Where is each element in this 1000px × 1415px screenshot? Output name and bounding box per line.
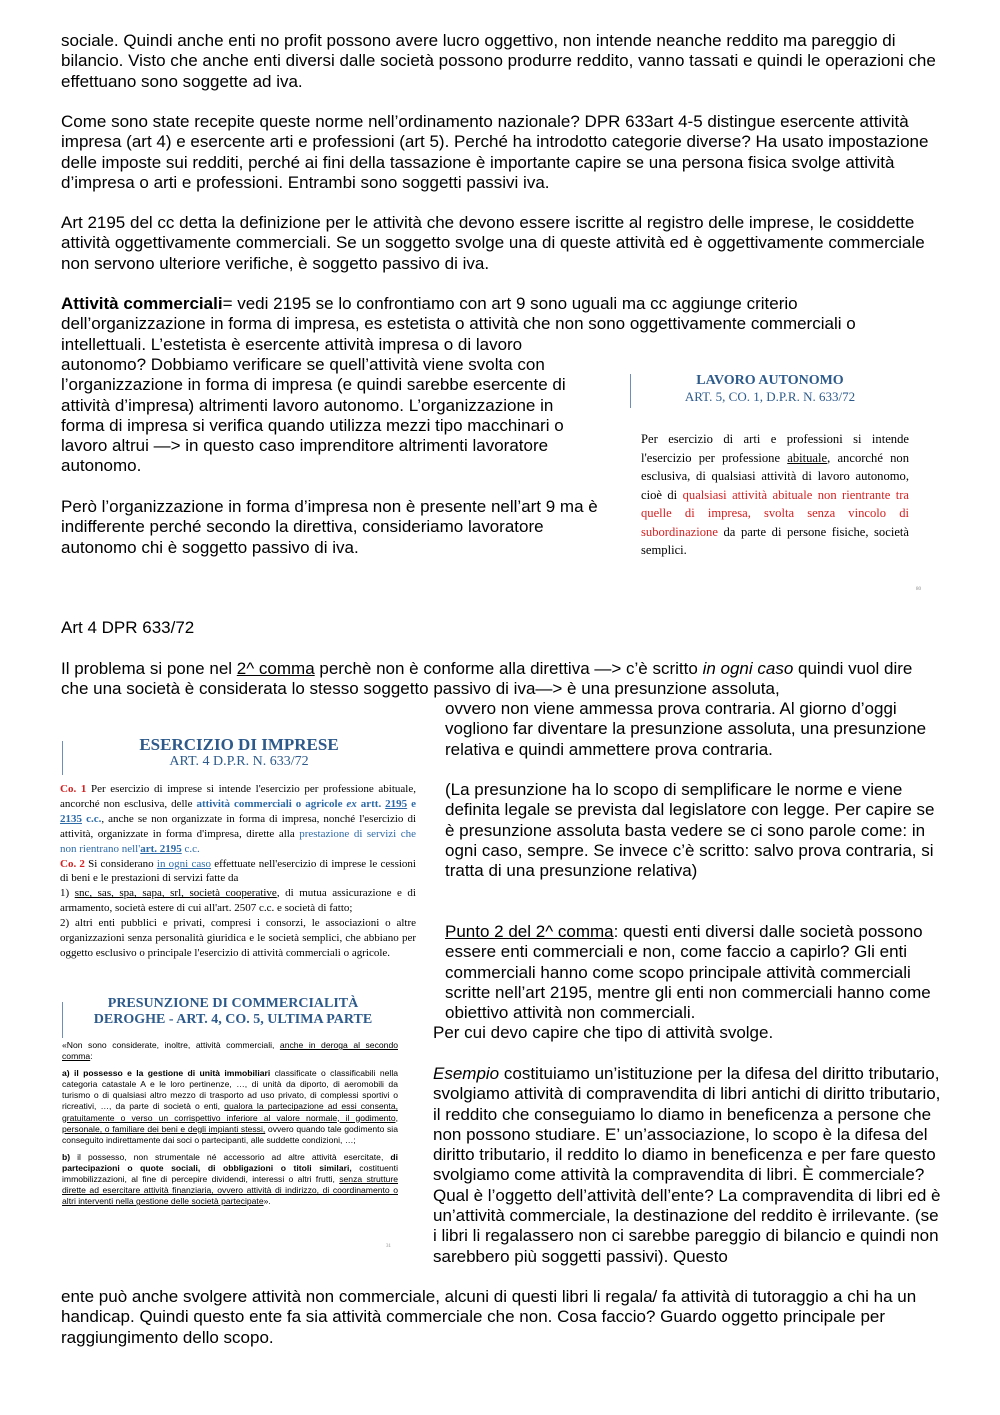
highlight-text: qualsiasi attività abituale non rientrante tra quelle di impresa, svolta senza vincolo di subordinazione [641, 487, 909, 539]
text-span: Per esercizio di arti e professioni si intende l'esercizio per professione [641, 432, 909, 465]
text-span: b) [62, 1151, 71, 1162]
text-span: 2^ comma [236, 659, 315, 678]
text-span: Per esercizio di imprese si intende l'esercizio per professione abituale, ancorché non esclusiva, delle [60, 783, 416, 810]
slide-text [60, 782, 416, 961]
text-span: di partecipazioni o quote sociali, di obbligazioni o titoli similari, [62, 1151, 398, 1173]
paragraph-tipo-attivita: Per cui devo capire che tipo di attività svolge. [433, 1023, 774, 1042]
text-span: ». [263, 1196, 271, 1207]
text-span: a) il possesso e la gestione di unità immobiliari [62, 1068, 271, 1079]
slide-page-number: 31 [386, 1244, 391, 1249]
slide-text [62, 1040, 398, 1207]
text-span: e [407, 797, 417, 810]
paragraph-2-comma [61, 659, 941, 700]
slide-lavoro-autonomo [630, 372, 921, 602]
text-span: Co. 1 [60, 783, 87, 795]
text-span: snc, sas, spa, sapa, srl, società cooperative [74, 887, 277, 900]
text-span: , di mutua assicurazione e di armamento, società estere di cui all'art. 2507 c.c. e società di fatto; [60, 887, 416, 915]
text-span: costituiamo un’istituzione per la difesa del diritto tributario, svolgiamo attività di compravendita di libri antichi di diritto tributario, il reddito che conseguiamo lo diamo in beneficenza a persone che non possono studiare. E’ un’associazione, lo scopo è la difesa del diritto tributario, il reddito lo diamo in beneficenza e per fare questo svolgiamo come attività la compravendita di libri. È commerciale? Qual è l’oggetto dell’attività dell’ente? La compravendita di libri ed è un’attività commerciale, la destinazione del reddito è irrilevante. (se i libri li regalassero non ci sarebbe pareggio di bilancio e quindi non sarebbero più soggetti passivi). Questo [433, 1064, 941, 1266]
paragraph-attivita-commerciali [61, 294, 941, 355]
paragraph-art-2195: Art 2195 del cc detta la definizione per le attività che devono essere iscritte al registro delle imprese, le cosiddette attività oggettivamente commerciali. Se un soggetto svolge una di queste attività ed è oggettivamente commerciale non servono ulteriore verifiche, è soggetto passivo di iva. [61, 213, 925, 273]
text-span: art. 2195 [140, 842, 182, 855]
heading-art-4: Art 4 DPR 633/72 [61, 618, 195, 637]
intro-deroga [62, 1040, 398, 1062]
paragraph-presunzione-legale: (La presunzione ha lo scopo di semplificare le norme e viene definita legale se prevista dal legislatore con legge. Per capire se è presunzione assoluta basta vedere se ci sono parole come: in ogni caso, sempre. Se invece c’è scritto: salvo prova contraria, si tratta di una presunzione relativa) [445, 780, 935, 881]
text-span: attività commerciali o agricole [196, 797, 347, 810]
text-span: 1) [60, 887, 75, 900]
text-span: senza strutture dirette ad esercitare attività finanziaria, ovvero attività di indirizzo, di coordinamento o altri interventi nella gestione delle società partecipate [62, 1174, 399, 1207]
slide-bar [630, 374, 631, 408]
comma-2-punto-1 [60, 886, 416, 916]
slide-text [641, 430, 909, 560]
text-span: artt. [356, 797, 386, 810]
text-span: : [90, 1051, 93, 1062]
text-span: , ancorché non esclusiva, di qualsiasi attività di lavoro autonomo, cioè di [641, 450, 909, 502]
slide-title: LAVORO AUTONOMO [696, 373, 844, 388]
text-span: Co. 2 [60, 857, 85, 870]
text-span: in ogni caso [702, 659, 794, 678]
text-span: 2135 [60, 812, 82, 825]
text-span: c.c. [181, 842, 200, 855]
text-span: ovvero quando tale godimento sia conseguito indirettamente dai soci o partecipanti, alle suddette condizioni, …; [62, 1123, 398, 1145]
text-span: anche in deroga al secondo comma [62, 1040, 399, 1062]
text-span: effettuate nell'esercizio di imprese le cessioni di beni e le prestazioni di servizi fatte da [60, 857, 416, 885]
text-span: = vedi 2195 se lo confrontiamo con art 9 sono uguali ma cc aggiunge criterio dell’organizzazione in forma di impresa, es estetista o attività che non sono oggettivamente commerciali o intellettuali. L’estetista è esercente attività impresa o di lavoro [61, 294, 856, 354]
slide-page-number: 80 [916, 587, 921, 592]
slide-esercizio-imprese [60, 735, 418, 985]
text-span: qualora la partecipazione ad essi consenta, gratuitamente o verso un corrispettivo inferiore al valore normale, il godimento, personale, o familiare dei beni e degli impianti stessi, [62, 1101, 398, 1134]
comma-2-punto-2: 2) altri enti pubblici e privati, compresi i consorzi, le associazioni o altre organizzazioni senza personalità giuridica e le società semplici, che abbiano per oggetto esclusivo o principale l'esercizio di attività commerciali o agricole. [60, 917, 416, 959]
slide-presunzione-commercialita [60, 996, 400, 1258]
text-span: perchè non è conforme alla direttiva —> c’è scritto [314, 659, 703, 678]
text-span: Si considerano [84, 857, 157, 870]
paragraph-recepimento: Come sono state recepite queste norme nell’ordinamento nazionale? DPR 633art 4-5 distingue esercente attività impresa (art 4) e esercente arti e professioni (art 5). Perché ha introdotto categorie diverse? Ha usato impostazione delle imposte sui redditi, perché ai fini della tassazione è importante capire se una persona fisica svolge attività d’impresa o arti e professioni. Entrambi sono soggetti passivi iva. [61, 112, 929, 192]
text-span: quindi vuol dire che una società è considerata lo stesso soggetto passivo di iva—> è una presunzione assoluta, [61, 659, 913, 699]
slide-bar [62, 741, 63, 775]
slide-title-line-2: DEROGHE - ART. 4, CO. 5, ULTIMA PARTE [93, 1012, 373, 1027]
text-span: costituenti immobilizzazioni, al fine di percepire dividendi, interessi o altri frutti, [62, 1162, 398, 1185]
lettera-a [62, 1068, 398, 1146]
text-span: c.c. [82, 812, 102, 825]
paragraph-direttiva: Però l’organizzazione in forma d’impresa non è presente nell’art 9 ma è indifferente perché secondo la direttiva, consideriamo lavoratore autonomo chi è soggetto passivo di iva. [61, 497, 598, 557]
text-span: 2195 [385, 797, 408, 810]
slide-subtitle: ART. 4 D.P.R. N. 633/72 [169, 754, 309, 769]
slide-title: PRESUNZIONE DI COMMERCIALITÀ [107, 996, 359, 1011]
lettera-b [62, 1152, 398, 1207]
text-span: Esempio [433, 1064, 500, 1083]
paragraph-presunzione: ovvero non viene ammessa prova contraria. Al giorno d’oggi vogliono far diventare la presunzione assoluta, una presunzione relativa e quindi ammettere prova contraria. [445, 699, 927, 759]
text-span: prestazione di servizi che non rientrano nell' [60, 827, 416, 855]
paragraph-esempio [433, 1064, 943, 1267]
slide-subtitle: ART. 5, CO. 1, D.P.R. N. 633/72 [684, 389, 856, 404]
text-span: abituale [787, 450, 828, 465]
paragraph-organizzazione: autonomo? Dobbiamo verificare se quell’attività viene svolta con l’organizzazione in forma di impresa (e quindi sarebbe esercente di attività d’impresa) altrimenti lavoro autonomo. L’organizzazione in forma di impresa si verifica quando utilizza mezzi tipo macchinari o lavoro altrui —> in questo caso imprenditore altrimenti lavoratore autonomo. [61, 355, 566, 476]
paragraph-punto-2 [445, 922, 945, 1023]
text-span: classificate o classificabili nella categoria catastale A e le loro pertinenze, …, di unità da diporto, di aeromobili da turismo o di qualsiasi altro mezzo di trasporto ad uso privato, di complessi sportivi o ricreativi, …, da parte di società o enti, [62, 1068, 399, 1112]
bold-term: Attività commerciali [61, 294, 223, 313]
slide-bar [62, 1002, 63, 1038]
text-span: in ogni caso [156, 857, 212, 870]
text-span: il possesso, non strumentale né accessorio ad altre attività esercitate, [70, 1151, 391, 1162]
text-span: Punto 2 del 2^ comma [445, 922, 614, 941]
comma-2 [60, 857, 416, 887]
text-span: , anche se non organizzate in forma di impresa, nonché l'esercizio di attività, organizzate in forma d'impresa, dirette alla [60, 812, 417, 840]
text-span: Il problema si pone nel [61, 659, 237, 678]
text-span: ex [346, 797, 357, 810]
comma-1 [60, 782, 416, 857]
slide-title: ESERCIZIO DI IMPRESE [139, 735, 339, 754]
text-span: «Non sono considerate, inoltre, attività commerciali, [62, 1040, 280, 1050]
text-span: : questi enti diversi dalle società possono essere enti commerciali e non, come faccio a capirlo? Gli enti commerciali hanno come scopo principale attività commerciali scritte nell’art 2195, mentre gli enti non commerciali hanno come obiettivo attività non commerciali. [445, 922, 931, 1023]
text-span: da parte di persone fisiche, società semplici. [641, 524, 909, 557]
paragraph-intro: sociale. Quindi anche enti no profit possono avere lucro oggettivo, non intende neanche reddito ma pareggio di bilancio. Visto che anche enti diversi dalle società possono produrre reddito, vanno tassati e quindi le operazioni che effettuano sono soggette ad iva. [61, 31, 936, 91]
paragraph-esempio-end: ente può anche svolgere attività non commerciale, alcuni di questi libri li regala/ fa attività di tutoraggio a chi ha un handicap. Quindi questo ente fa sia attività commerciale che non. Cosa faccio? Guardo oggetto principale per raggiungimento dello scopo. [61, 1287, 917, 1347]
